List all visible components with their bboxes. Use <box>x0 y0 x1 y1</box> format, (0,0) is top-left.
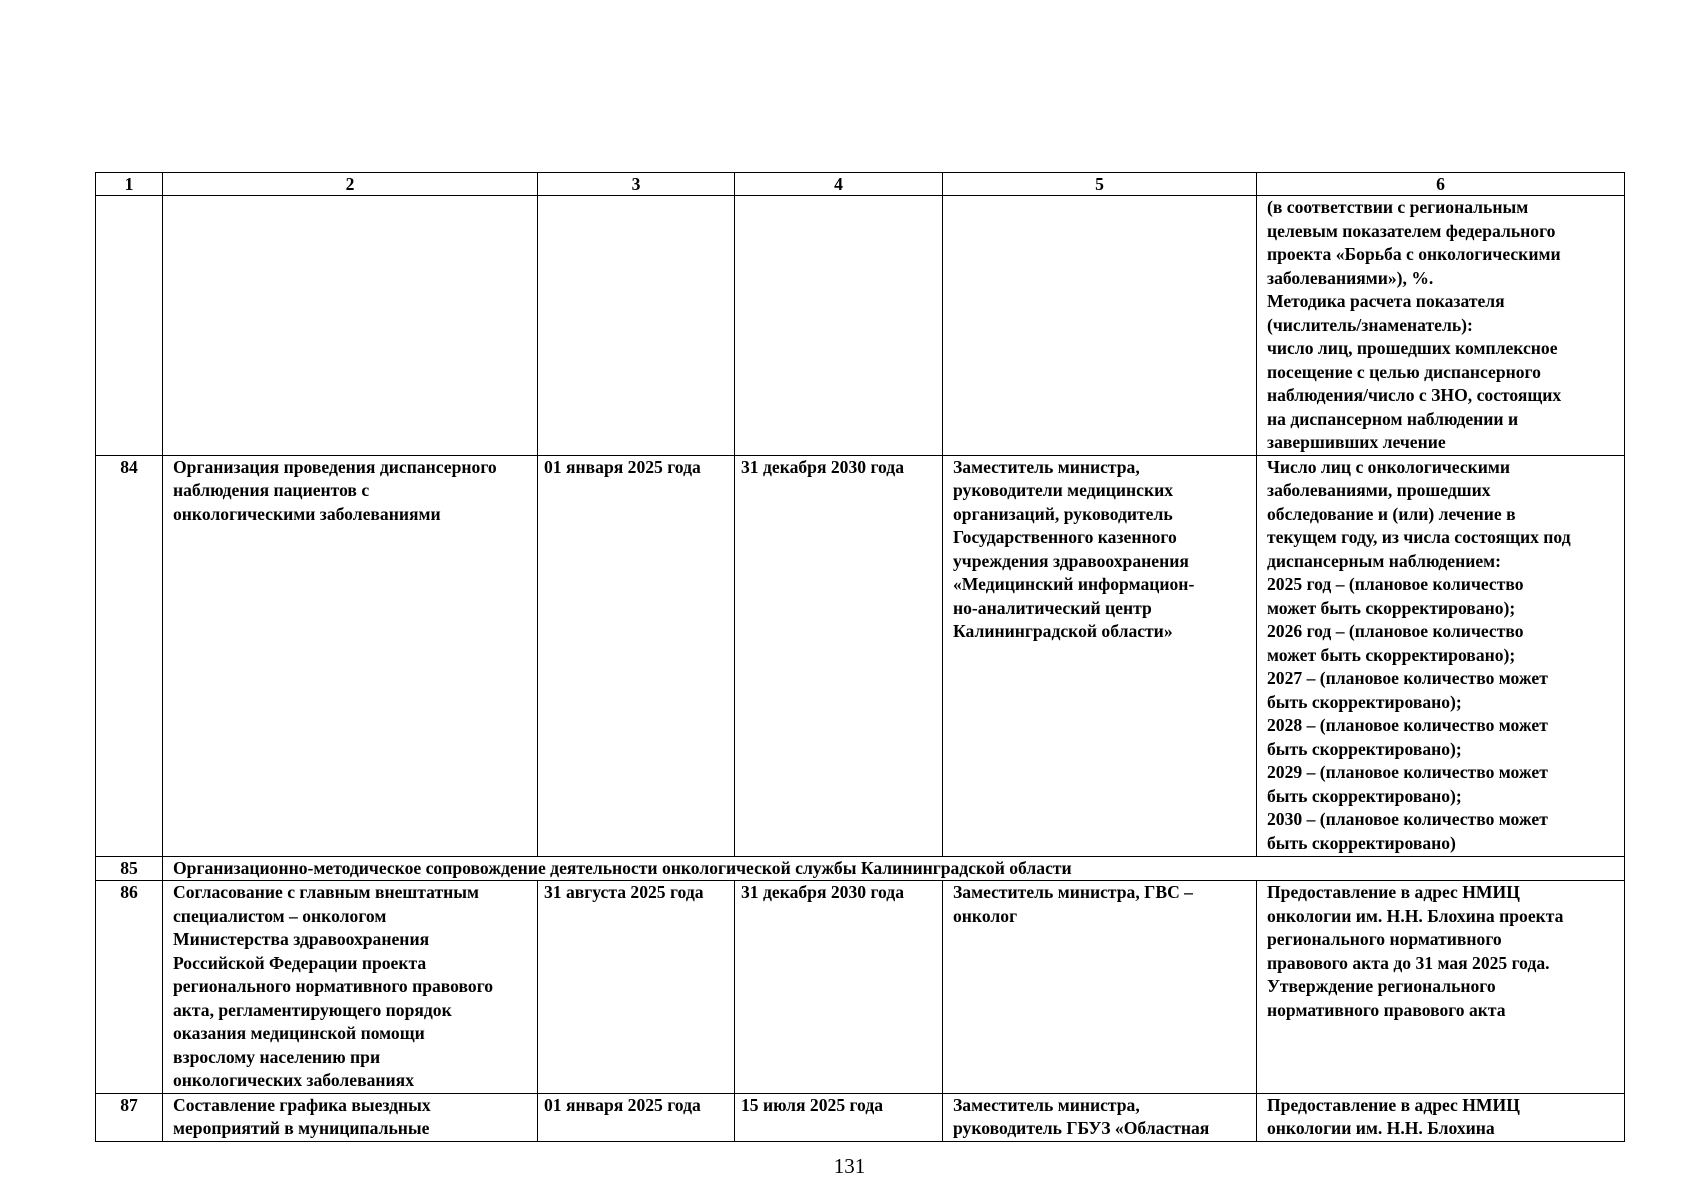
header-cell-6: 6 <box>1257 173 1625 196</box>
cell-start-date: 01 января 2025 года <box>538 1093 735 1141</box>
header-cell-2: 2 <box>163 173 538 196</box>
cell-action: Согласование с главным внештатным специалистом – онкологом Министерства здравоохранения Российской Федерации проекта регионального нормативного правового акта, регламентирующего порядок оказания медицинской помощи взрослому населению при онкологических заболеваниях <box>163 881 538 1094</box>
cell-responsible: Заместитель министра, ГВС – онколог <box>943 881 1257 1094</box>
cell-end-date: 15 июля 2025 года <box>735 1093 943 1141</box>
section-heading: Организационно-методическое сопровождение деятельности онкологической службы Калининградской области <box>163 856 1625 881</box>
cell-num: 86 <box>96 881 163 1094</box>
table-row-continuation <box>96 196 1625 456</box>
table-row-87 <box>96 1093 1625 1141</box>
cell-start-date <box>538 196 735 456</box>
cell-start-date: 01 января 2025 года <box>538 455 735 856</box>
cell-end-date: 31 декабря 2030 года <box>735 881 943 1094</box>
cell-result: Предоставление в адрес НМИЦ онкологии им. Н.Н. Блохина проекта регионального нормативного правового акта до 31 мая 2025 года. Утверждение регионального нормативного правового акта <box>1257 881 1625 1094</box>
cell-start-date: 31 августа 2025 года <box>538 881 735 1094</box>
table-row-85 <box>96 856 1625 881</box>
header-cell-3: 3 <box>538 173 735 196</box>
cell-action <box>163 196 538 456</box>
cell-num: 85 <box>96 856 163 881</box>
header-cell-5: 5 <box>943 173 1257 196</box>
cell-num: 87 <box>96 1093 163 1141</box>
cell-end-date <box>735 196 943 456</box>
cell-result: (в соответствии с региональным целевым показателем федерального проекта «Борьба с онкологическими заболеваниями»), %. Методика расчета показателя (числитель/знаменатель): число лиц, прошедших комплексное посещение с целью диспансерного наблюдения/число с ЗНО, состоящих на диспансерном наблюдении и завершивших лечение <box>1257 196 1625 456</box>
cell-responsible: Заместитель министра, руководитель ГБУЗ «Областная <box>943 1093 1257 1141</box>
cell-responsible: Заместитель министра, руководители медицинских организаций, руководитель Государственного казенного учреждения здравоохранения «Медицинский информацион- но-аналитический центр Калининградской области» <box>943 455 1257 856</box>
page-number: 131 <box>833 1154 866 1178</box>
cell-result: Число лиц с онкологическими заболеваниями, прошедших обследование и (или) лечение в текущем году, из числа состоящих под диспансерным наблюдением: 2025 год – (плановое количество может быть скорректировано); 2026 год – (плановое количество может быть скорректировано); 2027 – (плановое количество может быть скорректировано); 2028 – (плановое количество может быть скорректировано); 2029 – (плановое количество может быть скорректировано); 2030 – (плановое количество может быть скорректировано) <box>1257 455 1625 856</box>
header-cell-4: 4 <box>735 173 943 196</box>
cell-num <box>96 196 163 456</box>
cell-end-date: 31 декабря 2030 года <box>735 455 943 856</box>
header-cell-1: 1 <box>96 173 163 196</box>
plan-table <box>95 172 1625 1142</box>
header-row <box>96 173 1625 196</box>
cell-action: Составление графика выездных мероприятий в муниципальные <box>163 1093 538 1141</box>
table-row-84 <box>96 455 1625 856</box>
cell-responsible <box>943 196 1257 456</box>
cell-result: Предоставление в адрес НМИЦ онкологии им. Н.Н. Блохина <box>1257 1093 1625 1141</box>
cell-action: Организация проведения диспансерного наблюдения пациентов с онкологическими заболеваниями <box>163 455 538 856</box>
table-row-86 <box>96 881 1625 1094</box>
cell-num: 84 <box>96 455 163 856</box>
